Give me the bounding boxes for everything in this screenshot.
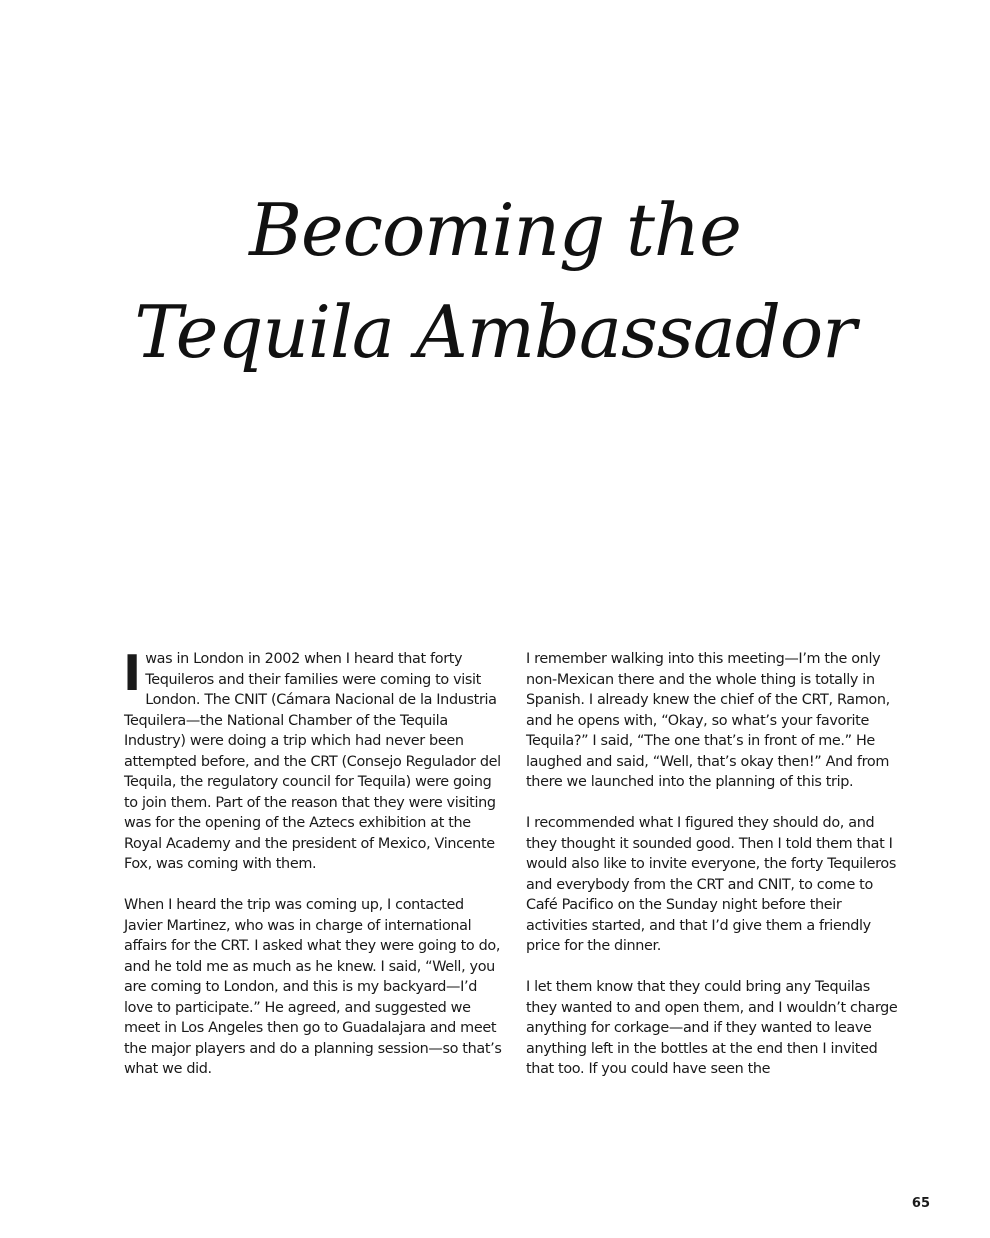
page-title-line-2: Tequila Ambassador — [134, 290, 856, 374]
body-paragraph: I let them know that they could bring any Tequilas they wanted to and open them, and I wouldn’t charge anything for corkage—and if they wanted to leave anything left in the bottles at the end then I invited that too. If you could have seen the — [526, 979, 898, 1077]
body-paragraph: I remember walking into this meeting—I’m the only non-Mexican there and the whole thing is totally in Spanish. I already knew the chief of the CRT, Ramon, and he opens with, “Okay, so what’s your favorite Tequila?” I said, “The one that’s in front of me.” He laughed and said, “Well, that’s okay then!” And from there we launched into the planning of this trip. — [526, 651, 890, 790]
right-text-column — [526, 649, 904, 1100]
drop-cap: I — [123, 645, 142, 702]
left-text-column — [123, 645, 502, 1100]
body-paragraph: I recommended what I figured they should do, and they thought it sounded good. Then I told them that I would also like to invite everyone, the forty Tequileros and everybody from the CRT and CNIT, to come to Café Pacifico on the Sunday night before their activities started, and that I’d give them a friendly price for the dinner. — [526, 815, 896, 954]
paragraph-text: was in London in 2002 when I heard that forty Tequileros and their families were coming to visit London. The CNIT (Cámara Nacional de la Industria Tequilera—the National Chamber of the Tequila Industry) were doing a trip which had never been attempted before, and the CRT (Consejo Regulador del Tequila, the regulatory council for Tequila) were going to join them. Part of the reason that they were visiting was for the opening of the Aztecs exhibition at the Royal Academy and the president of Mexico, Vincente Fox, was coming with them. — [124, 651, 501, 872]
page-title-line-1: Becoming the — [249, 188, 741, 272]
body-paragraph — [123, 645, 502, 875]
page-number: 65 — [911, 1196, 930, 1211]
body-paragraph: When I heard the trip was coming up, I contacted Javier Martinez, who was in charge of international affairs for the CRT. I asked what they were going to do, and he told me as much as he knew. I said, “Well, you are coming to London, and this is my backyard—I’d love to participate.” He agreed, and suggested we meet in Los Angeles then go to Guadalajara and meet the major players and do a planning session—so that’s what we did. — [124, 897, 502, 1077]
